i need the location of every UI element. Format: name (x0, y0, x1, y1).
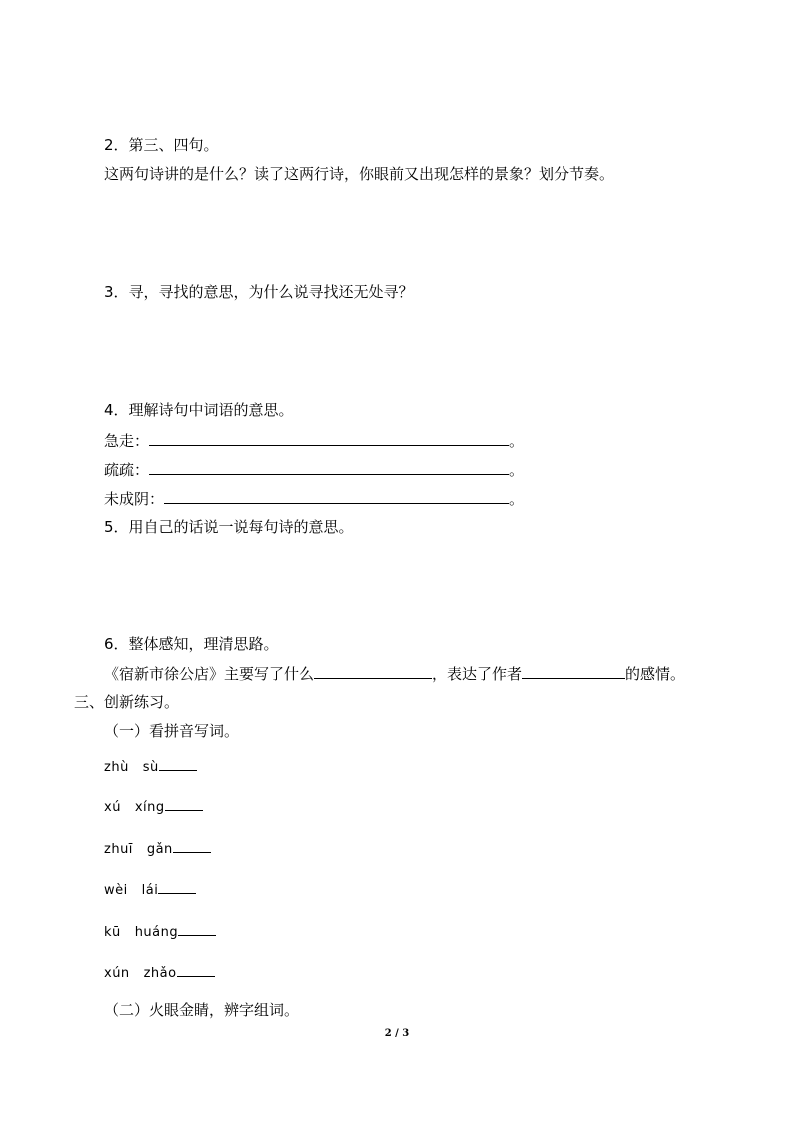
q4-item-1-end: 。 (509, 432, 525, 450)
pinyin-b: lái (141, 883, 159, 898)
q2-title: 2．第三、四句。 (104, 136, 219, 154)
answer-blank[interactable] (149, 430, 509, 446)
page-number: 2 / 3 (384, 1028, 410, 1039)
q6-part3: 的感情。 (625, 665, 686, 683)
pinyin-a: zhuī (104, 842, 133, 857)
q6-part1: 《宿新市徐公店》主要写了什么 (104, 665, 315, 683)
answer-blank[interactable] (173, 839, 211, 853)
pinyin-row-2 (104, 797, 203, 818)
answer-blank[interactable] (165, 797, 203, 811)
q6-title: 6．整体感知，理清思路。 (104, 635, 279, 653)
pinyin-a: wèi (104, 883, 128, 898)
q2-prompt: 这两句诗讲的是什么？读了这两行诗，你眼前又出现怎样的景象？划分节奏。 (104, 165, 615, 183)
pinyin-a: kū (104, 925, 121, 940)
pinyin-b: zhǎo (143, 966, 177, 981)
pinyin-b: huáng (134, 925, 179, 940)
q5-title: 5．用自己的话说一说每句诗的意思。 (104, 518, 354, 536)
answer-blank[interactable] (314, 663, 432, 679)
pinyin-row-1 (104, 757, 197, 778)
q4-item-2-label: 疏疏： (104, 461, 150, 479)
pinyin-row-6 (104, 963, 215, 984)
q4-item-2-end: 。 (509, 461, 525, 479)
q4-item-1-label: 急走： (104, 432, 150, 450)
pinyin-row-5 (104, 922, 216, 943)
q4-title: 4．理解诗句中词语的意思。 (104, 401, 294, 419)
q6-part2: ，表达了作者 (432, 665, 523, 683)
answer-blank[interactable] (164, 488, 509, 504)
answer-blank[interactable] (158, 880, 196, 894)
pinyin-a: xú (104, 800, 121, 815)
q4-item-1 (104, 430, 524, 451)
answer-blank[interactable] (522, 663, 625, 679)
pinyin-b: gǎn (146, 842, 173, 857)
answer-blank[interactable] (177, 963, 215, 977)
q4-item-2 (104, 459, 524, 480)
pinyin-row-3 (104, 839, 211, 860)
q4-item-3-end: 。 (509, 490, 525, 508)
pinyin-b: sù (142, 760, 159, 775)
q3-title: 3．寻，寻找的意思，为什么说寻找还无处寻？ (104, 283, 414, 301)
answer-blank[interactable] (178, 922, 216, 936)
section3-sub2: （二）火眼金睛，辨字组词。 (104, 1001, 300, 1019)
pinyin-a: zhù (104, 760, 129, 775)
q6-sentence (104, 663, 685, 684)
section3-sub1: （一）看拼音写词。 (104, 722, 240, 740)
q4-item-3 (104, 488, 524, 509)
pinyin-a: xún (104, 966, 130, 981)
answer-blank[interactable] (149, 459, 509, 475)
q4-item-3-label: 未成阴： (104, 490, 165, 508)
answer-blank[interactable] (159, 757, 197, 771)
pinyin-row-4 (104, 880, 196, 901)
section3-title: 三、创新练习。 (74, 693, 180, 711)
pinyin-b: xíng (134, 800, 165, 815)
